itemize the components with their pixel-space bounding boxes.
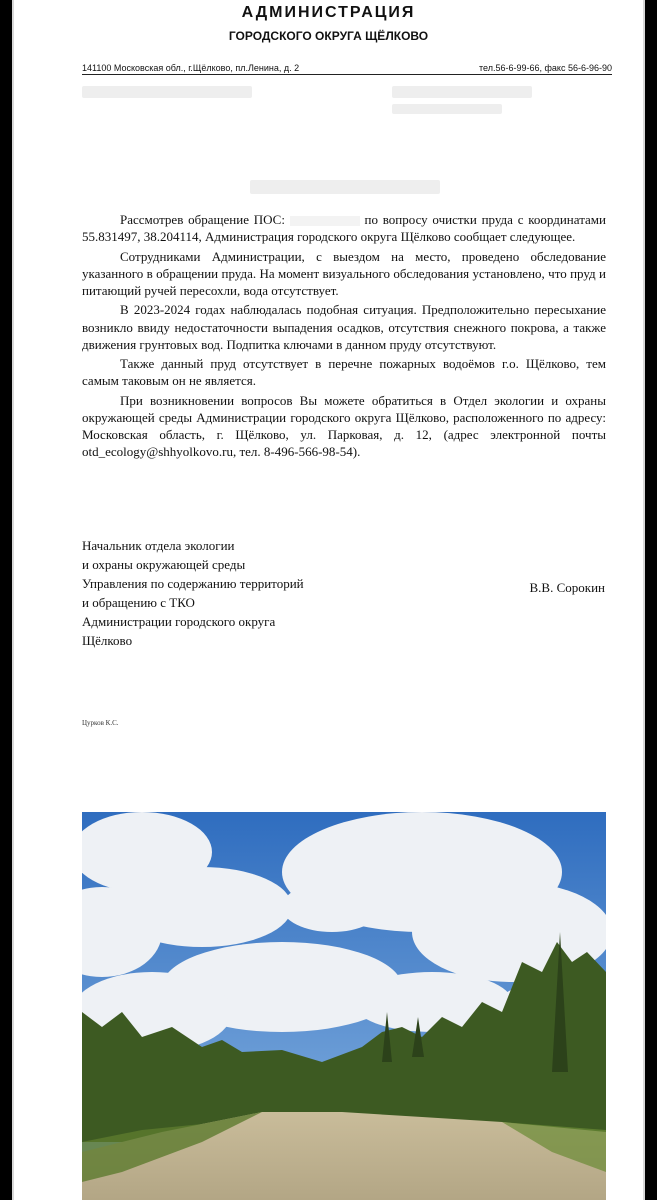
- letterhead-address: 141100 Московская обл., г.Щёлково, пл.Ленина, д. 2: [82, 63, 300, 73]
- letterhead-divider: [82, 74, 612, 75]
- dry-pond-photo: [82, 812, 606, 1200]
- letterhead-phones: тел.56-6-99-66, факс 56-6-96-90: [479, 63, 612, 73]
- signer-name: В.В. Сорокин: [529, 580, 605, 595]
- executor-name: Цурков К.С.: [82, 719, 119, 727]
- paragraph-2: Сотрудниками Администрации, с выездом на место, проведено обследование указанного в обращении пруда. На момент визуального обследования установлено, что пруд и питающий ручей пересохли, вода отсутствует.: [82, 248, 606, 298]
- letterhead-title: АДМИНИСТРАЦИЯ: [241, 4, 416, 21]
- redacted-area: [392, 104, 502, 114]
- letter-body: [82, 211, 606, 463]
- letterhead-subtitle: ГОРОДСКОГО ОКРУГА ЩЁЛКОВО: [228, 29, 429, 43]
- paragraph-1-end: по вопросу очистки пруда с координатами 55.831497, 38.204114, Администрация городского округа Щёлково сообщает следующее.: [82, 212, 606, 245]
- signature-position-line: Управления по содержанию территорий: [82, 576, 304, 591]
- signature-position-line: и охраны окружающей среды: [82, 557, 246, 572]
- dry-pond-photo-drawing: [82, 812, 606, 1200]
- paragraph-1-start: Рассмотрев обращение ПОС:: [120, 212, 285, 227]
- signature-position-line: Начальник отдела экологии: [82, 538, 235, 553]
- page-edge-left: [12, 0, 14, 1200]
- signature-block: [82, 536, 304, 650]
- paragraph-3: В 2023-2024 годах наблюдалась подобная ситуация. Предположительно пересыхание возникло ввиду недостаточности выпадения осадков, отсутствия снежного покрова, а также движения грунтовых вод. Подпитка ключами в данном пруду отсутствуют.: [82, 302, 606, 352]
- redacted-area: [82, 86, 252, 98]
- paragraph-4: Также данный пруд отсутствует в перечне пожарных водоёмов г.о. Щёлково, тем самым таковым он не является.: [82, 356, 606, 389]
- paragraph-5: При возникновении вопросов Вы можете обратиться в Отдел экологии и охраны окружающей среды Администрации городского округа Щёлково, расположенного по адресу: Московская область, г. Щёлково, ул. Парковая, д. 12, (адрес электронной почты otd_ecology@shhyolkovo.ru, тел. 8-496-566-98-54).: [82, 392, 606, 460]
- paragraph-1: [82, 211, 606, 245]
- redacted-area: [250, 180, 440, 194]
- redacted-area: [392, 86, 532, 98]
- signature-position-line: и обращению с ТКО: [82, 595, 195, 610]
- redacted-name: [290, 216, 360, 226]
- signature-position-line: Администрации городского округа: [82, 614, 276, 629]
- signature-position-line: Щёлково: [82, 633, 133, 648]
- page-edge-right: [643, 0, 645, 1200]
